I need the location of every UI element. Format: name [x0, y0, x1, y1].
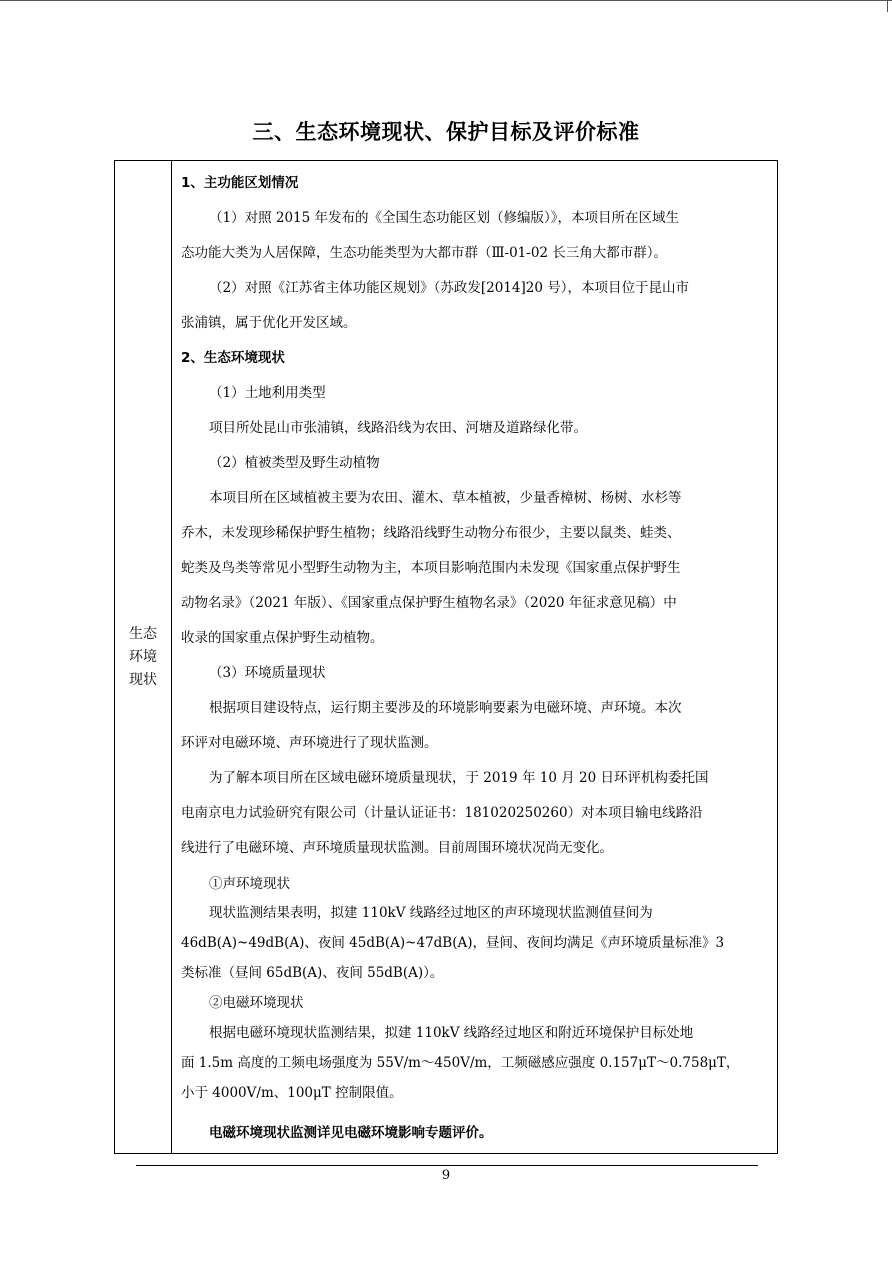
paragraph-line: 动物名录》（2021 年版）、《国家重点保护野生植物名录》（2020 年征求意见稿）中 — [181, 595, 677, 611]
paragraph-line: 蛇类及鸟类等常见小型野生动物为主，本项目影响范围内未发现《国家重点保护野生 — [181, 560, 681, 576]
paragraph-line: 面 1.5m 高度的工频电场强度为 55V/m～450V/m，工频磁感应强度 0.157μT～0.758μT， — [181, 1055, 740, 1071]
paragraph-line: 态功能大类为人居保障，生态功能类型为大都市群（Ⅲ-01-02 长三角大都市群）。 — [181, 245, 668, 261]
row-label-cell — [115, 161, 171, 1153]
subsection-heading: ②电磁环境现状 — [209, 995, 304, 1011]
paragraph-line: 电南京电力试验研究有限公司（计量认证证书：181020250260）对本项目输电线路沿 — [181, 805, 703, 821]
footer-rule — [136, 1165, 758, 1166]
paragraph-line: 现状监测结果表明，拟建 110kV 线路经过地区的声环境现状监测值昼间为 — [209, 905, 653, 921]
section-heading-1: 1、主功能区划情况 — [181, 175, 299, 191]
paragraph-line: 本项目所在区域植被主要为农田、灌木、草本植被，少量香樟树、杨树、水杉等 — [209, 490, 682, 506]
subsection-heading: ①声环境现状 — [209, 876, 290, 892]
paragraph-line: 小于 4000V/m、100μT 控制限值。 — [181, 1085, 403, 1101]
paragraph-line: 收录的国家重点保护野生动植物。 — [181, 630, 384, 646]
paragraph-line: 环评对电磁环境、声环境进行了现状监测。 — [181, 735, 438, 751]
top-border-line — [0, 0, 892, 1]
section-heading-2: 2、生态环境现状 — [181, 350, 285, 366]
page-number: 9 — [441, 1168, 451, 1183]
corner-mark — [887, 0, 888, 12]
subsection-heading: （2）植被类型及野生动植物 — [209, 455, 380, 471]
paragraph-line: 线进行了电磁环境、声环境质量现状监测。目前周围环境状况尚无变化。 — [181, 840, 613, 856]
paragraph-line: 46dB(A)~49dB(A)、夜间 45dB(A)~47dB(A)，昼间、夜间均满足《声环境质量标准》3 — [181, 935, 725, 951]
paragraph-line: 类标准（昼间 65dB(A)、夜间 55dB(A)）。 — [181, 965, 444, 981]
paragraph-line: 根据项目建设特点，运行期主要涉及的环境影响要素为电磁环境、声环境。本次 — [209, 700, 682, 716]
page-title: 三、生态环境现状、保护目标及评价标准 — [252, 120, 640, 144]
row-label: 生态环境现状 — [129, 625, 157, 688]
paragraph-line: 张浦镇，属于优化开发区域。 — [181, 315, 357, 331]
subsection-heading: （3）环境质量现状 — [209, 665, 326, 681]
subsection-heading: （1）土地利用类型 — [209, 385, 326, 401]
paragraph-line: （1）对照 2015 年发布的《全国生态功能区划（修编版）》，本项目所在区域生 — [209, 210, 680, 226]
paragraph-line: 为了解本项目所在区域电磁环境质量现状，于 2019 年 10 月 20 日环评机构委托国 — [209, 770, 709, 786]
paragraph-line: 乔木，未发现珍稀保护野生植物；线路沿线野生动物分布很少，主要以鼠类、蛙类、 — [181, 525, 681, 541]
bold-note: 电磁环境现状监测详见电磁环境影响专题评价。 — [209, 1125, 493, 1141]
paragraph-line: 根据电磁环境现状监测结果，拟建 110kV 线路经过地区和附近环境保护目标处地 — [209, 1025, 694, 1041]
column-divider — [171, 161, 172, 1153]
paragraph-line: 项目所处昆山市张浦镇，线路沿线为农田、河塘及道路绿化带。 — [209, 420, 587, 436]
paragraph-line: （2）对照《江苏省主体功能区规划》（苏政发[2014]20 号），本项目位于昆山市 — [209, 280, 689, 296]
content-table — [114, 160, 778, 1154]
